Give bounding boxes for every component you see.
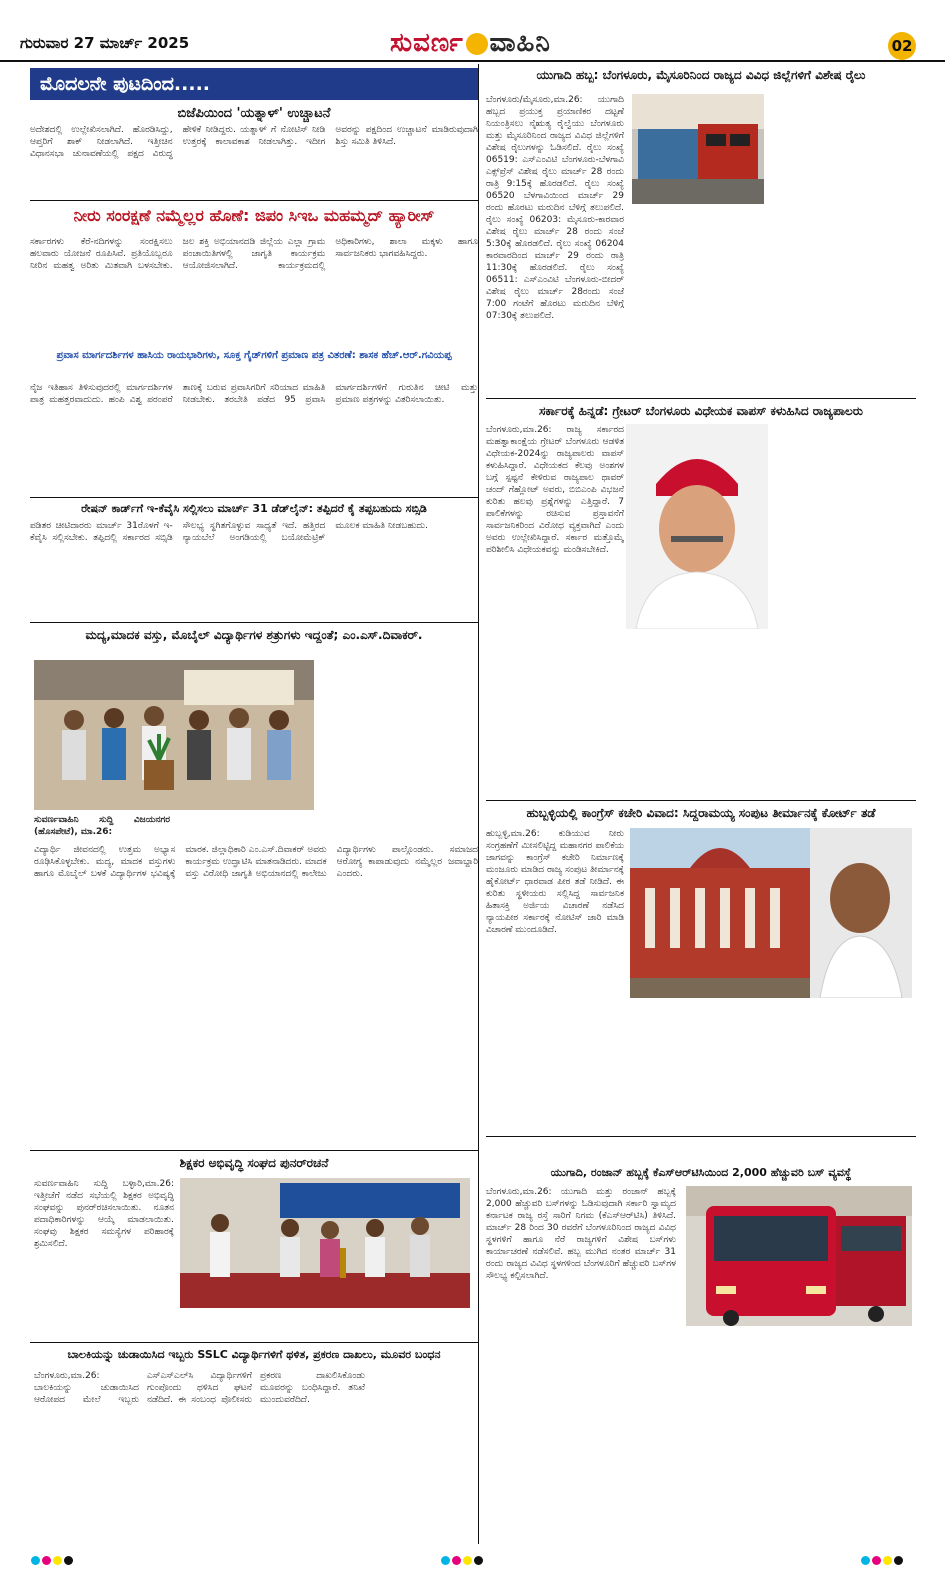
rstory1-headline: ಯುಗಾದಿ ಹಬ್ಬ: ಬೆಂಗಳೂರು, ಮೈಸೂರಿನಿಂದ ರಾಜ್ಯದ ವಿವಿಧ ಜಿಲ್ಲೆಗಳಿಗೆ ವಿಶೇಷ ರೈಲು [536, 68, 866, 82]
section-banner: ಮೊದಲನೇ ಪುಟದಿಂದ..... [30, 68, 478, 100]
story2-body2: ನೈಜ ಇತಿಹಾಸ ತಿಳಿಸುವುದರಲ್ಲಿ ಮಾರ್ಗದರ್ಶಿಗಳ ಪಾತ್ರ ಮಹತ್ತರವಾದುದು. ಹಂಪಿ ವಿಶ್ವ ಪರಂಪರೆ ತಾಣಕ್ಕೆ ಬರುವ ಪ್ರವಾಸಿಗರಿಗೆ ಸರಿಯಾದ ಮಾಹಿತಿ ನೀಡಬೇಕು. ತರಬೇತಿ ಪಡೆದ 95 ಪ್ರವಾಸಿ ಮಾರ್ಗದರ್ಶಿಗಳಿಗೆ ಗುರುತಿನ ಚೀಟಿ ಮತ್ತು ಪ್ರಮಾಣ ಪತ್ರಗಳನ್ನು ವಿತರಿಸಲಾಯಿತು. [30, 383, 478, 405]
divider [30, 1150, 478, 1151]
story3-headline: ರೇಷನ್ ಕಾರ್ಡ್‌ಗೆ ಇ-ಕೆವೈಸಿ ಸಲ್ಲಿಸಲು ಮಾರ್ಚ್ 31 ಡೆಡ್‌ಲೈನ್: ತಪ್ಪಿದರೆ ಕೈ ತಪ್ಪಬಹುದು ಸಬ್ಸಿಡಿ [81, 502, 427, 515]
story4-dateline: ಸುವರ್ಣವಾಹಿನಿ ಸುದ್ದಿ ವಿಜಯನಗರ (ಹೊಸಪೇಟೆ), ಮಾ.26: [34, 815, 170, 837]
registration-marks-right [860, 1550, 904, 1569]
story5-headline: ಶಿಕ್ಷಕರ ಅಭಿವೃದ್ಧಿ ಸಂಘದ ಪುನರ್‌ರಚನೆ [179, 1156, 329, 1170]
story1-body: ಅದೇಶದಲ್ಲಿ ಉಲ್ಲೇಖಿಸಲಾಗಿದೆ. ಹೊರಡಿಸಿದ್ದು, ಆಪ್ತರಿಗೆ ಶಾಕ್ ನೀಡಲಾಗಿದೆ. ಇತ್ತೀಚಿನ ವಿಧಾನಸಭಾ ಚುನಾವಣೆಯಲ್ಲಿ ಪಕ್ಷದ ವಿರುದ್ಧ ಹೇಳಿಕೆ ನೀಡಿದ್ದರು. ಯತ್ನಾಳ್ ಗೆ ನೋಟಿಸ್ ನೀಡಿ ಉತ್ತರಕ್ಕೆ ಕಾಲಾವಕಾಶ ನೀಡಲಾಗಿತ್ತು. ಇದೀಗ ಅವರನ್ನು ಪಕ್ಷದಿಂದ ಉಚ್ಚಾಟನೆ ಮಾಡಿರುವುದಾಗಿ ಶಿಸ್ತು ಸಮಿತಿ ತಿಳಿಸಿದೆ. [30, 125, 478, 159]
story1-heading: ಬಿಜೆಪಿಯಿಂದ 'ಯತ್ನಾಳ್' ಉಚ್ಚಾಟನೆ [177, 106, 331, 121]
rstory2-headline: ಸರ್ಕಾರಕ್ಕೆ ಹಿನ್ನಡೆ: ಗ್ರೇಟರ್ ಬೆಂಗಳೂರು ವಿಧೇಯಕ ವಾಪಸ್ ಕಳುಹಿಸಿದ ರಾಜ್ಯಪಾಲರು [539, 404, 863, 418]
issue-date: ಗುರುವಾರ 27 ಮಾರ್ಚ್ 2025 [20, 34, 190, 52]
story6-headline: ಬಾಲಕಿಯನ್ನು ಚುಡಾಯಿಸಿದ ಇಬ್ಬರು SSLC ವಿದ್ಯಾರ್ಥಿಗಳಿಗೆ ಥಳಿತ, ಪ್ರಕರಣ ದಾಖಲು, ಮೂವರ ಬಂಧನ [67, 1348, 441, 1361]
event-photo-image [34, 660, 314, 810]
meeting-photo-image [180, 1178, 470, 1308]
rstory3-body: ಹುಬ್ಬಳ್ಳಿ,ಮಾ.26: ಕುಡಿಯುವ ನೀರು ಸಂಗ್ರಹಣೆಗೆ ಮೀಸಲಿಟ್ಟಿದ್ದ ಮಹಾನಗರ ಪಾಲಿಕೆಯ ಜಾಗವನ್ನು ಕಾಂಗ್ರೆಸ್ ಕಚೇರಿ ನಿರ್ಮಾಣಕ್ಕೆ ಮಂಜೂರು ಮಾಡಿದ ರಾಜ್ಯ ಸಂಪುಟ ತೀರ್ಮಾನಕ್ಕೆ ಹೈಕೋರ್ಟ್ ಧಾರವಾಡ ಪೀಠ ತಡೆ ನೀಡಿದೆ. ಈ ಕುರಿತು ಸ್ಥಳೀಯರು ಸಲ್ಲಿಸಿದ್ದ ಸಾರ್ವಜನಿಕ ಹಿತಾಸಕ್ತಿ ಅರ್ಜಿಯ ವಿಚಾರಣೆ ನಡೆಸಿದ ನ್ಯಾಯಪೀಠ ಸರ್ಕಾರಕ್ಕೆ ನೋಟಿಸ್ ಜಾರಿ ಮಾಡಿ ವಿಚಾರಣೆ ಮುಂದೂಡಿದೆ. [486, 829, 624, 935]
story4-headline: ಮದ್ಯ,ಮಾದಕ ವಸ್ತು, ಮೊಬೈಲ್ ವಿದ್ಯಾರ್ಥಿಗಳ ಶತ್ರುಗಳು ಇದ್ದಂತೆ; ಎಂ.ಎಸ್.ದಿವಾಕರ್. [85, 628, 423, 642]
highcourt-photo [630, 828, 912, 998]
divider [486, 1136, 916, 1137]
event-photo [34, 660, 314, 810]
story3-body: ಪಡಿತರ ಚೀಟಿದಾರರು ಮಾರ್ಚ್ 31ರೊಳಗೆ ಇ-ಕೆವೈಸಿ ಸಲ್ಲಿಸಬೇಕು. ತಪ್ಪಿದಲ್ಲಿ ಸರ್ಕಾರದ ಸಬ್ಸಿಡಿ ಸೌಲಭ್ಯ ಸ್ಥಗಿತಗೊಳ್ಳುವ ಸಾಧ್ಯತೆ ಇದೆ. ಹತ್ತಿರದ ನ್ಯಾಯಬೆಲೆ ಅಂಗಡಿಯಲ್ಲಿ ಬಯೋಮೆಟ್ರಿಕ್ ಮೂಲಕ ಮಾಹಿತಿ ನೀಡಬಹುದು. [30, 521, 428, 543]
brand-emblem-icon [466, 33, 488, 55]
rstory4-headline: ಯುಗಾದಿ, ರಂಜಾನ್ ಹಬ್ಬಕ್ಕೆ ಕೆಎಸ್‌ಆರ್‌ಟಿಸಿಯಿಂದ 2,000 ಹೆಚ್ಚುವರಿ ಬಸ್ ವ್ಯವಸ್ಥೆ [550, 1166, 852, 1179]
rstory3-headline: ಹುಬ್ಬಳ್ಳಿಯಲ್ಲಿ ಕಾಂಗ್ರೆಸ್ ಕಚೇರಿ ವಿವಾದ: ಸಿದ್ದರಾಮಯ್ಯ ಸಂಪುಟ ತೀರ್ಮಾನಕ್ಕೆ ಕೋರ್ಟ್ ತಡೆ [526, 806, 876, 820]
story2-subhead: ಪ್ರವಾಸ ಮಾರ್ಗದರ್ಶಿಗಳ ಹಾಸಿಯ ರಾಯಭಾರಿಗಳು, ಸೂಕ್ತ ಗೈಡ್‌ಗಳಿಗೆ ಪ್ರಮಾಣ ಪತ್ರ ವಿತರಣೆ: ಶಾಸಕ ಹೆಚ್.ಆರ್.ಗವಿಯಪ್ಪ [56, 350, 452, 361]
column-divider [478, 64, 479, 1544]
divider [486, 800, 916, 801]
governor-photo-image [626, 424, 768, 629]
highcourt-photo-image [630, 828, 912, 998]
divider [30, 497, 478, 498]
train-photo [632, 94, 764, 204]
rstory4-body-col2 [686, 1330, 912, 1536]
story5-body-continued [180, 1312, 470, 1336]
rstory1-body: ಬೆಂಗಳೂರು/ಮೈಸೂರು,ಮಾ.26: ಯುಗಾದಿ ಹಬ್ಬದ ಪ್ರಯುಕ್ತ ಪ್ರಯಾಣಿಕರ ದಟ್ಟಣೆ ನಿಯಂತ್ರಿಸಲು ನೈಋತ್ಯ ರೈಲ್ವೆಯು ಬೆಂಗಳೂರು ಮತ್ತು ಮೈಸೂರಿನಿಂದ ರಾಜ್ಯದ ವಿವಿಧ ಜಿಲ್ಲೆಗಳಿಗೆ ವಿಶೇಷ ರೈಲುಗಳನ್ನು ಓಡಿಸಲಿದೆ. ರೈಲು ಸಂಖ್ಯೆ 06519: ಎಸ್‌ಎಂವಿಟಿ ಬೆಂಗಳೂರು-ಬೆಳಗಾವಿ ಎಕ್ಸ್‌ಪ್ರೆಸ್ ವಿಶೇಷ ರೈಲು ಮಾರ್ಚ್ 28 ರಂದು ರಾತ್ರಿ 9:15ಕ್ಕೆ ಹೊರಡಲಿದೆ. ರೈಲು ಸಂಖ್ಯೆ 06520 ಬೆಳಗಾವಿಯಿಂದ ಮಾರ್ಚ್ 29 ರಂದು ಹೊರಟು ಮರುದಿನ ಬೆಳಿಗ್ಗೆ ತಲುಪಲಿದೆ. ರೈಲು ಸಂಖ್ಯೆ 06203: ಮೈಸೂರು-ಕಾರವಾರ ವಿಶೇಷ ರೈಲು ಮಾರ್ಚ್ 28 ರಂದು ಸಂಜೆ 5:30ಕ್ಕೆ ಹೊರಡಲಿದೆ. ರೈಲು ಸಂಖ್ಯೆ 06204 ಕಾರವಾರದಿಂದ ಮಾರ್ಚ್ 29 ರಂದು ರಾತ್ರಿ 11:30ಕ್ಕೆ ಹೊರಡಲಿದೆ. ರೈಲು ಸಂಖ್ಯೆ 06511: ಎಸ್‌ಎಂವಿಟಿ ಬೆಂಗಳೂರು-ಬೀದರ್ ವಿಶೇಷ ರೈಲು ಮಾರ್ಚ್ 28ರಂದು ಸಂಜೆ 7:00 ಗಂಟೆಗೆ ಹೊರಟು ಮರುದಿನ ಬೆಳಿಗ್ಗೆ 07:30ಕ್ಕೆ ತಲುಪಲಿದೆ. [486, 95, 624, 321]
story4-body: ವಿದ್ಯಾರ್ಥಿ ಜೀವನದಲ್ಲಿ ಉತ್ತಮ ಅಭ್ಯಾಸ ರೂಢಿಸಿಕೊಳ್ಳಬೇಕು. ಮದ್ಯ, ಮಾದಕ ವಸ್ತುಗಳು ಹಾಗೂ ಮೊಬೈಲ್ ಬಳಕೆ ವಿದ್ಯಾರ್ಥಿಗಳ ಭವಿಷ್ಯಕ್ಕೆ ಮಾರಕ. ಜಿಲ್ಲಾಧಿಕಾರಿ ಎಂ.ಎಸ್.ದಿವಾಕರ್ ಅವರು ಕಾರ್ಯಕ್ರಮ ಉದ್ಘಾಟಿಸಿ ಮಾತನಾಡಿದರು. ಮಾದಕ ವಸ್ತು ವಿರೋಧಿ ಜಾಗೃತಿ ಅಭಿಯಾನದಲ್ಲಿ ಕಾಲೇಜು ವಿದ್ಯಾರ್ಥಿಗಳು ಪಾಲ್ಗೊಂಡರು. ಸಮಾಜದ ಆರೋಗ್ಯ ಕಾಪಾಡುವುದು ನಮ್ಮೆಲ್ಲರ ಜವಾಬ್ದಾರಿ ಎಂದರು. [34, 845, 478, 879]
story2-headline: ನೀರು ಸಂರಕ್ಷಣೆ ನಮ್ಮೆಲ್ಲರ ಹೊಣೆ: ಜಿಪಂ ಸಿಇಒ ಮಹಮ್ಮದ್ ಹ್ಯಾರೀಸ್ [73, 206, 435, 225]
story5-body: ಸುವರ್ಣವಾಹಿನಿ ಸುದ್ದಿ ಬಳ್ಳಾರಿ,ಮಾ.26: ಇತ್ತೀಚೆಗೆ ನಡೆದ ಸಭೆಯಲ್ಲಿ ಶಿಕ್ಷಕರ ಅಭಿವೃದ್ಧಿ ಸಂಘವನ್ನು ಪುನರ್‌ರಚಿಸಲಾಯಿತು. ನೂತನ ಪದಾಧಿಕಾರಿಗಳನ್ನು ಆಯ್ಕೆ ಮಾಡಲಾಯಿತು. ಸಂಘವು ಶಿಕ್ಷಕರ ಸಮಸ್ಯೆಗಳ ಪರಿಹಾರಕ್ಕೆ ಶ್ರಮಿಸಲಿದೆ. [34, 1179, 174, 1249]
rstory1-body-col3 [772, 94, 916, 394]
bus-photo [686, 1186, 912, 1326]
rstory3-body-col2 [630, 1002, 912, 1130]
brand-left: ಸುವರ್ಣ [390, 28, 464, 58]
meeting-photo [180, 1178, 470, 1308]
divider [486, 398, 916, 399]
rstory4-body: ಬೆಂಗಳೂರು,ಮಾ.26: ಯುಗಾದಿ ಮತ್ತು ರಂಜಾನ್ ಹಬ್ಬಕ್ಕೆ 2,000 ಹೆಚ್ಚುವರಿ ಬಸ್‌ಗಳನ್ನು ಓಡಿಸುವುದಾಗಿ ಸರ್ಕಾರಿ ಸ್ವಾಮ್ಯದ ಕರ್ನಾಟಕ ರಾಜ್ಯ ರಸ್ತೆ ಸಾರಿಗೆ ನಿಗಮ (ಕೆಎಸ್‌ಆರ್‌ಟಿಸಿ) ತಿಳಿಸಿದೆ. ಮಾರ್ಚ್ 28 ರಿಂದ 30 ರವರೆಗೆ ಬೆಂಗಳೂರಿನಿಂದ ರಾಜ್ಯದ ವಿವಿಧ ಸ್ಥಳಗಳಿಗೆ ಹಾಗೂ ನೆರೆ ರಾಜ್ಯಗಳಿಗೆ ವಿಶೇಷ ಬಸ್‌ಗಳು ಕಾರ್ಯಾಚರಣೆ ನಡೆಸಲಿವೆ. ಹಬ್ಬ ಮುಗಿದ ನಂತರ ಮಾರ್ಚ್ 31 ರಂದು ರಾಜ್ಯದ ವಿವಿಧ ಸ್ಥಳಗಳಿಂದ ಬೆಂಗಳೂರಿಗೆ ಹೆಚ್ಚುವರಿ ಬಸ್‌ಗಳ ಸೌಲಭ್ಯ ಕಲ್ಪಿಸಲಾಗಿದೆ. [486, 1187, 676, 1281]
rstory2-body-col3 [772, 424, 916, 794]
governor-photo [626, 424, 768, 629]
story6-body: ಬೆಂಗಳೂರು,ಮಾ.26: ಬಾಲಕಿಯನ್ನು ಚುಡಾಯಿಸಿದ ಆರೋಪದ ಮೇಲೆ ಇಬ್ಬರು ಎಸ್‌ಎಸ್‌ಎಲ್‌ಸಿ ವಿದ್ಯಾರ್ಥಿಗಳಿಗೆ ಗುಂಪೊಂದು ಥಳಿಸಿದ ಘಟನೆ ನಡೆದಿದೆ. ಈ ಸಂಬಂಧ ಪೊಲೀಸರು ಪ್ರಕರಣ ದಾಖಲಿಸಿಕೊಂಡು ಮೂವರನ್ನು ಬಂಧಿಸಿದ್ದಾರೆ. ತನಿಖೆ ಮುಂದುವರೆದಿದೆ. [34, 1371, 365, 1405]
train-photo-image [632, 94, 764, 204]
divider [30, 1342, 478, 1343]
registration-marks-left [30, 1550, 74, 1569]
page-number: 02 [888, 32, 916, 60]
story2-body: ಸರ್ಕಾರಗಳು ಕೆರೆ-ನದಿಗಳನ್ನು ಸಂರಕ್ಷಿಸಲು ಹಲವಾರು ಯೋಜನೆ ರೂಪಿಸಿವೆ. ಪ್ರತಿಯೊಬ್ಬರೂ ನೀರಿನ ಮಹತ್ವ ಅರಿತು ಮಿತವಾಗಿ ಬಳಸಬೇಕು. ಜಲ ಶಕ್ತಿ ಅಭಿಯಾನದಡಿ ಜಿಲ್ಲೆಯ ಎಲ್ಲಾ ಗ್ರಾಮ ಪಂಚಾಯಿತಿಗಳಲ್ಲಿ ಜಾಗೃತಿ ಕಾರ್ಯಕ್ರಮ ಆಯೋಜಿಸಲಾಗಿದೆ. ಕಾರ್ಯಕ್ರಮದಲ್ಲಿ ಅಧಿಕಾರಿಗಳು, ಶಾಲಾ ಮಕ್ಕಳು ಹಾಗೂ ಸಾರ್ವಜನಿಕರು ಭಾಗವಹಿಸಿದ್ದರು. [30, 237, 478, 271]
brand-logo [390, 28, 551, 59]
divider [30, 200, 478, 201]
registration-marks-center [440, 1550, 484, 1569]
rstory2-body: ಬೆಂಗಳೂರು,ಮಾ.26: ರಾಜ್ಯ ಸರ್ಕಾರದ ಮಹತ್ವಾಕಾಂಕ್ಷೆಯ ಗ್ರೇಟರ್ ಬೆಂಗಳೂರು ಆಡಳಿತ ವಿಧೇಯಕ-2024ನ್ನು ರಾಜ್ಯಪಾಲರು ವಾಪಸ್ ಕಳುಹಿಸಿದ್ದಾರೆ. ವಿಧೇಯಕದ ಕೆಲವು ಅಂಶಗಳ ಬಗ್ಗೆ ಸ್ಪಷ್ಟನೆ ಕೇಳಿರುವ ರಾಜ್ಯಪಾಲ ಥಾವರ್ ಚಂದ್ ಗೆಹ್ಲೋಟ್ ಅವರು, ಬಿಬಿಎಂಪಿ ವಿಭಜನೆ ಕುರಿತು ಹಲವು ಪ್ರಶ್ನೆಗಳನ್ನು ಎತ್ತಿದ್ದಾರೆ. 7 ಪಾಲಿಕೆಗಳನ್ನು ರಚಿಸುವ ಪ್ರಸ್ತಾವನೆಗೆ ಸಾರ್ವಜನಿಕರಿಂದ ವಿರೋಧ ವ್ಯಕ್ತವಾಗಿದೆ ಎಂದು ಅವರು ಉಲ್ಲೇಖಿಸಿದ್ದಾರೆ. ಸರ್ಕಾರ ಮತ್ತೊಮ್ಮೆ ಪರಿಶೀಲಿಸಿ ವಿಧೇಯಕವನ್ನು ಮಂಡಿಸಬೇಕಿದೆ. [486, 425, 624, 555]
divider [30, 622, 478, 623]
brand-right: ವಾಹಿನಿ [489, 28, 551, 58]
bus-photo-image [686, 1186, 912, 1326]
